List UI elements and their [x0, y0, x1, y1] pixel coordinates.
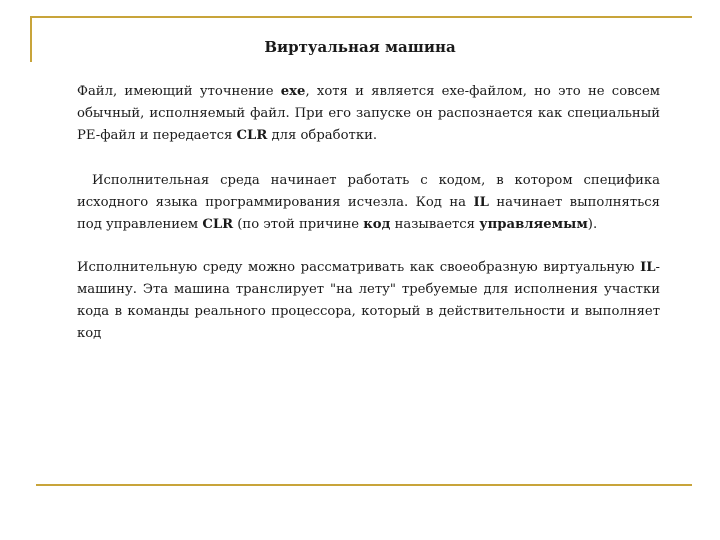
keyword-managed: управляемым: [479, 217, 588, 232]
slide-title: Виртуальная машина: [264, 38, 456, 56]
paragraph-3: Исполнительную среду можно рассматривать как своеобразную виртуальную IL-машину. Эта машина транслирует "на лету" требуемые для исполнения участки кода в команды реального процессора, который в действительности и выполняет код: [77, 260, 660, 341]
frame-bottom-line: [36, 484, 692, 486]
keyword-il: IL: [640, 260, 656, 275]
keyword-exe: exe: [280, 84, 306, 99]
keyword-clr: CLR: [202, 217, 234, 232]
frame-top-line: [30, 16, 692, 18]
keyword-code: код: [363, 217, 391, 232]
paragraph-1: Файл, имеющий уточнение exe, хотя и является exe-файлом, но это не совсем обычный, исполняемый файл. При его запуске он распознается как специальный PE-файл и передается CLR для обработки.: [77, 84, 661, 143]
keyword-il: IL: [473, 195, 489, 210]
paragraph-2: Исполнительная среда начинает работать с кодом, в котором специфика исходного языка программирования исчезла. Код на IL начинает выполняться под управлением CLR (по этой причине код называется управляемым).: [77, 173, 660, 232]
keyword-clr: CLR: [236, 128, 268, 143]
